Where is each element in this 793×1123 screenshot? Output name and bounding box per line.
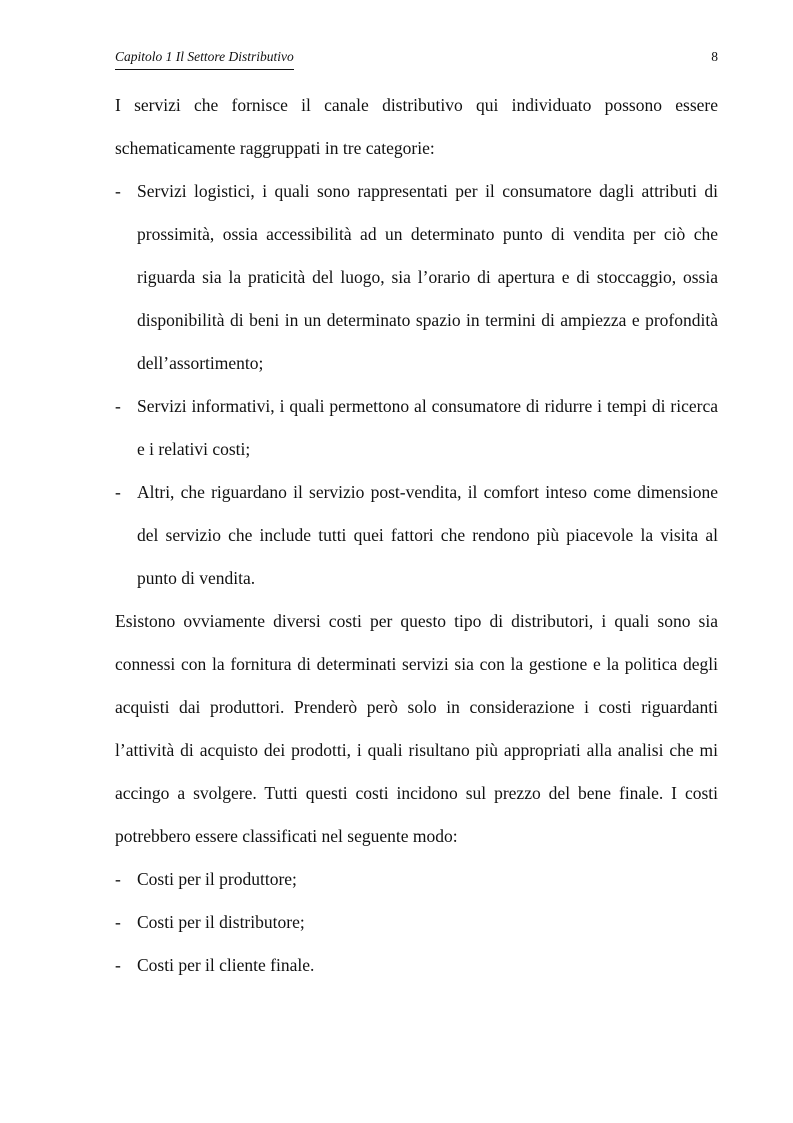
cost-text: Costi per il cliente finale. xyxy=(137,955,315,975)
costs-paragraph: Esistono ovviamente diversi costi per questo tipo di distributori, i quali sono sia connessi con la fornitura di determinati servizi sia con la gestione e la politica degli acquisti dai produttori. Prenderò però solo in considerazione i costi riguardanti l’attività di acquisto dei prodotti, i quali risultano più appropriati alla analisi che mi accingo a svolgere. Tutti questi costi incidono sul prezzo del bene finale. I costi potrebbero essere classificati nel seguente modo: xyxy=(115,611,718,846)
dash-bullet: - xyxy=(115,181,121,201)
service-text: Altri, che riguardano il servizio post-vendita, il comfort inteso come dimensione del servizio che include tutti quei fattori che rendono più piacevole la visita al punto di vendita. xyxy=(137,482,718,588)
document-body xyxy=(115,84,718,987)
cost-list-item xyxy=(115,858,718,901)
dash-bullet: - xyxy=(115,955,121,975)
intro-paragraph: I servizi che fornisce il canale distributivo qui individuato possono essere schematicamente raggruppati in tre categorie: xyxy=(115,95,718,158)
service-text: Servizi logistici, i quali sono rappresentati per il consumatore dagli attributi di prossimità, ossia accessibilità ad un determinato punto di vendita per ciò che riguarda sia la praticità del luogo, sia l’orario di apertura e di stoccaggio, ossia disponibilità di beni in un determinato spazio in termini di ampiezza e profondità dell’assortimento; xyxy=(137,181,718,373)
cost-list-item xyxy=(115,901,718,944)
page-header xyxy=(115,47,718,69)
cost-text: Costi per il produttore; xyxy=(137,869,297,889)
cost-text: Costi per il distributore; xyxy=(137,912,305,932)
dash-bullet: - xyxy=(115,482,121,502)
dash-bullet: - xyxy=(115,912,121,932)
page-number: 8 xyxy=(711,49,718,64)
chapter-header-title: Capitolo 1 Il Settore Distributivo xyxy=(115,49,294,70)
service-list-item xyxy=(115,170,718,385)
dash-bullet: - xyxy=(115,396,121,416)
service-list-item xyxy=(115,471,718,600)
dash-bullet: - xyxy=(115,869,121,889)
costs-list xyxy=(115,858,718,987)
service-text: Servizi informativi, i quali permettono al consumatore di ridurre i tempi di ricerca e i relativi costi; xyxy=(137,396,718,459)
service-list-item xyxy=(115,385,718,471)
services-list xyxy=(115,170,718,600)
cost-list-item xyxy=(115,944,718,987)
